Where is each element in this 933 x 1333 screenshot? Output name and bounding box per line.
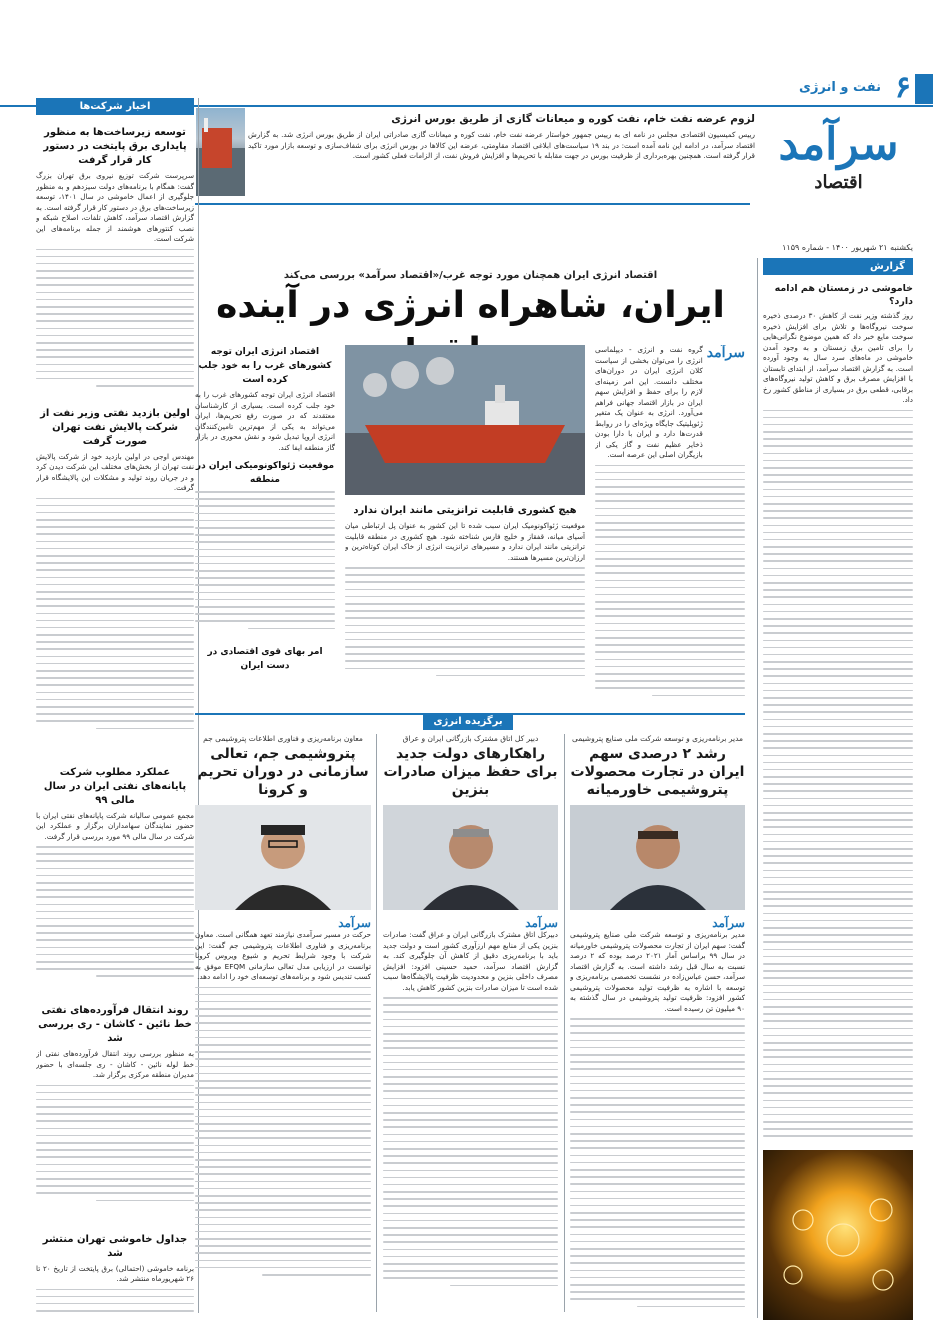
feature-headline: ایران، شاهراه انرژی در آینده [216,285,725,326]
sidebar-news-title: روند انتقال فرآورده‌های نفتی خط نائین - کاشان - ری بررسی شد [38,1005,192,1044]
pick-text-lines [195,987,371,1307]
pick-item [570,734,745,1314]
logo-sub: اقتصاد [814,172,863,193]
feature-lead-column [595,345,745,710]
issue-line: یکشنبه ۲۱ شهریور ۱۴۰۰ - شماره ۱۱۵۹ [782,243,913,252]
feature-center-column [345,500,585,710]
sidebar-news-title: عملکرد مطلوب شرکت پایانه‌های نفتی ایران در سال مالی ۹۹ [43,766,187,806]
sidebar-news-title: جداول خاموشی تهران منتشر شد [42,1233,188,1259]
sidebar-news-body: مجمع عمومی سالیانه شرکت پایانه‌های نفتی ایران با حضور نمایندگان سهامداران برگزار و عملکرد این شرکت در سال مالی ۹۹ مورد بررسی قرار گرفت. [36,810,194,841]
sidebar-news-body: سرپرست شرکت توزیع نیروی برق تهران بزرگ گفت: همگام با برنامه‌های دولت سیزدهم و به منظور جلوگیری از اعمال خاموشی در سال ۱۴۰۱، توسعه زیرساخت‌های برق در دستور کار قرار گرفته است. به گزارش اقتصاد سرآمد، کاهش تلفات، اصلاح شبکه و نصب کنتورهای هوشمند از جمله برنامه‌های این شرکت است. [36,171,194,243]
top-story-photo [196,108,245,196]
sidebar-news-text-lines [36,498,194,758]
pick-kicker: دبیر کل اتاق مشترک بازرگانی ایران و عراق [402,734,539,743]
pick-title: راهکارهای دولت جدید برای حفظ میزان صادرات بنزین [383,746,558,798]
pick-item [195,734,371,1314]
pick-title: رشد ۲ درصدی سهم ایران در تجارت محصولات پتروشیمی خاورمیانه [570,746,745,798]
pick-kicker: معاون برنامه‌ریزی و فناوری اطلاعات پتروشیمی جم [203,734,363,743]
sidebar-news-text-lines [36,249,194,399]
feature-body: موقعیت ژئواکونومیک ایران سبب شده تا این کشور به عنوان پل ارتباطی میان آسیای میانه، قفقاز و خلیج فارس شناخته شود. هیچ کشوری در منطقه قابلیت ترانزیتی مانند ایران ندارد و مسیرهای ترانزیت انرژی از خاک ایران کوتاه‌ترین و ارزان‌ترین مسیرها هستند. [345,521,585,562]
author-logo: سرآمد [525,916,558,930]
sidebar-news-body: به منظور بررسی روند انتقال فرآورده‌های نفتی از خط لوله نائین - کاشان - ری جلسه‌ای با حضور مدیران منطقه مرکزی برگزار شد. [36,1049,194,1079]
report-divider [757,258,758,1318]
author-logo: سرآمد [706,345,745,361]
sidebar-news-body: برنامه خاموشی (احتمالی) برق پایتخت از تاریخ ۲۰ تا ۲۶ شهریورماه منتشر شد. [36,1263,194,1283]
pick-text-lines [383,997,558,1314]
logo-main: سرآمد [778,119,899,170]
sidebar-news-text-lines [36,846,194,996]
company-news-sidebar [36,122,194,1312]
sidebar-news-text-lines [36,1289,194,1313]
feature-kicker: اقتصاد انرژی ایران همچنان مورد توجه غرب/«اقتصاد سرآمد» بررسی می‌کند [283,270,658,281]
bulb-icon [763,1150,913,1320]
feature-body: اقتصاد انرژی ایران توجه کشورهای غرب را به خود جلب کرده است. بسیاری از کارشناسان معتقدند که در صورت رفع تحریم‌ها، ایران می‌تواند به یکی از مهم‌ترین تامین‌کنندگان انرژی اروپا تبدیل شود و نقش محوری در بازار گاز منطقه ایفا کند. [195,390,335,452]
pick-item [383,734,558,1314]
sidebar-news-title: توسعه زیرساخت‌ها به منظور پایداری برق پایتخت در دستور کار قرار گرفت [43,127,187,166]
feature-subhead: هیچ کشوری قابلیت ترانزیتی مانند ایران ندارد [353,505,577,516]
feature-left-column [195,345,335,710]
portrait-photo [383,805,558,910]
sidebar-header: اخبار شرکت‌ها [36,98,194,115]
author-logo: سرآمد [712,916,745,930]
pick-divider [376,734,377,1312]
portrait-photo [195,805,371,910]
report-text-lines [763,410,913,1143]
ship-photo-graphic [196,108,245,196]
pick-kicker: مدیر برنامه‌ریزی و توسعه شرکت ملی صنایع پتروشیمی [571,734,744,743]
report-column [763,282,913,1142]
feature-subhead: امر بهای قوی اقتصادی در دست ایران [207,647,323,671]
feature-subhead: موقعیت ژئواکونومیکی ایران در منطقه [195,461,335,485]
publication-logo [766,118,911,210]
pick-text-lines [570,1018,745,1314]
tanker-photo [345,345,585,495]
feature-text-lines [345,567,585,687]
section-title: نفت و انرژی [799,80,881,95]
author-logo: سرآمد [338,916,371,930]
report-title: خاموشی در زمستان هم ادامه دارد؟ [774,283,913,307]
top-story-title: لزوم عرضه نفت خام، نفت کوره و میعانات گازی از طریق بورس انرژی [391,113,755,125]
page-number-badge [915,74,933,104]
report-header: گزارش [763,258,913,275]
person-icon [570,805,745,910]
person-icon [195,805,371,910]
pick-body: مدیر برنامه‌ریزی و توسعه شرکت ملی صنایع پتروشیمی گفت: سهم ایران از تجارت محصولات پتروشیمی خاورمیانه در سال ۹۹ براساس آمار ۲۰۲۱ درصد بوده که ۲ درصد نسبت به سال قبل رشد داشته است. به گزارش اقتصاد سرآمد، حسن عباس‌زاده در نشست تخصصی برنامه‌ریزی و توسعه با اشاره به ظرفیت تولید محصولات پتروشیمی کشور افزود: ظرفیت تولید پتروشیمی در سال گذشته به ۹۰ میلیون تن رسیده است. [570,930,745,1013]
top-rule-left [195,203,750,205]
top-story-body: رییس کمیسیون اقتصادی مجلس در نامه ای به رییس جمهور خواستار عرضه نفت خام، نفت کوره و میعانات گازی صادراتی ایران از طریق بورس انرژی شد. به گزارش اقتصاد سرآمد، در ادامه این نامه آمده است: در بند ۱۹ سیاست‌های ابلاغی اقتصاد مقاومتی، عرضه این کالاها در بورس انرژی برای شفاف‌سازی و توسعه بازار مورد تاکید قرار گرفته است. همچنین بهره‌برداری از ظرفیت بورس در جهت مقابله با تحریم‌ها و افزایش فروش نفت، از الزامات فعلی کشور است. [248,130,755,160]
person-icon [383,805,558,910]
feature-text-lines [595,465,745,711]
portrait-photo [570,805,745,910]
feature-subhead: اقتصاد انرژی ایران توجه کشورهای غرب را به خود جلب کرده است [198,347,332,385]
feature-text-lines [195,491,335,641]
top-story-box [248,108,755,200]
light-bulbs-photo [763,1150,913,1320]
sidebar-news-text-lines [36,1085,194,1225]
pick-body: حرکت در مسیر سرآمدی نیازمند تعهد همگانی است. معاون برنامه‌ریزی و فناوری اطلاعات پتروشیمی جم گفت: این شرکت با وجود شرایط تحریم و شیوع ویروس کرونا توانست در ارزیابی مدل تعالی سازمانی EFQM موفق به کسب تندیس شود و برنامه‌های توسعه‌ای خود را ادامه دهد. [195,930,371,981]
sidebar-news-title: اولین بازدید نفتی وزیر نفت از شرکت پالایش نفت تهران صورت گرفت [40,407,190,447]
pick-divider [564,734,565,1312]
feature-lead: گروه نفت و انرژی - دیپلماسی انرژی را می‌توان بخشی از سیاست کلان انرژی ایران در دوران‌های مختلف دانست. این امر زمینه‌ای لازم را برای حفظ و افزایش سهم ایران در بازار اقتصاد جهانی فراهم می‌آورد. انرژی به عنوان یک متغیر ژئوپلیتیک جایگاه ویژه‌ای را در روابط قدرت‌ها دارد و ایران با دارا بودن ذخایر عظیم نفت و گاز یکی از بازیگران اصلی این عرصه است. [595,345,703,459]
report-body: روز گذشته وزیر نفت از کاهش ۳۰ درصدی ذخیره سوخت نیروگاه‌ها و تلاش برای افزایش ذخیره سوخت مایع خبر داد که همین موضوع نگرانی‌هایی را برای تامین برق زمستان و به وجود آمدن خاموشی در ماه‌های سرد سال به وجود آورده است. به گزارش اقتصاد سرآمد، از ابتدای تابستان با افزایش مصرف برق و کاهش تولید نیروگاه‌های برقابی، قطعی برق در بسیاری از مناطق کشور رخ داد. [763,311,913,404]
oil-tanker-graphic [345,345,585,495]
picks-header: برگزیده انرژی [423,713,513,730]
page-number: ۶ [894,70,911,105]
pick-title: پتروشیمی جم، تعالی سازمانی در دوران تحریم و کرونا [197,746,369,798]
sidebar-news-body: مهندس اوجی در اولین بازدید خود از شرکت پالایش نفت تهران از بخش‌های مختلف این شرکت دیدن کرد و در جریان روند تولید و مشکلات این پالایشگاه قرار گرفت. [36,451,194,492]
pick-body: دبیرکل اتاق مشترک بازرگانی ایران و عراق گفت: صادرات بنزین یکی از منابع مهم ارزآوری کشور است و دولت جدید باید با برنامه‌ریزی دقیق از کاهش آن جلوگیری کند. به گزارش اقتصاد سرآمد، حمید حسینی افزود: افزایش مصرف داخلی بنزین و محدودیت ظرفیت پالایشگاه‌ها سبب شده است تا میزان صادرات بنزین کشور کاهش یابد. [383,930,558,992]
